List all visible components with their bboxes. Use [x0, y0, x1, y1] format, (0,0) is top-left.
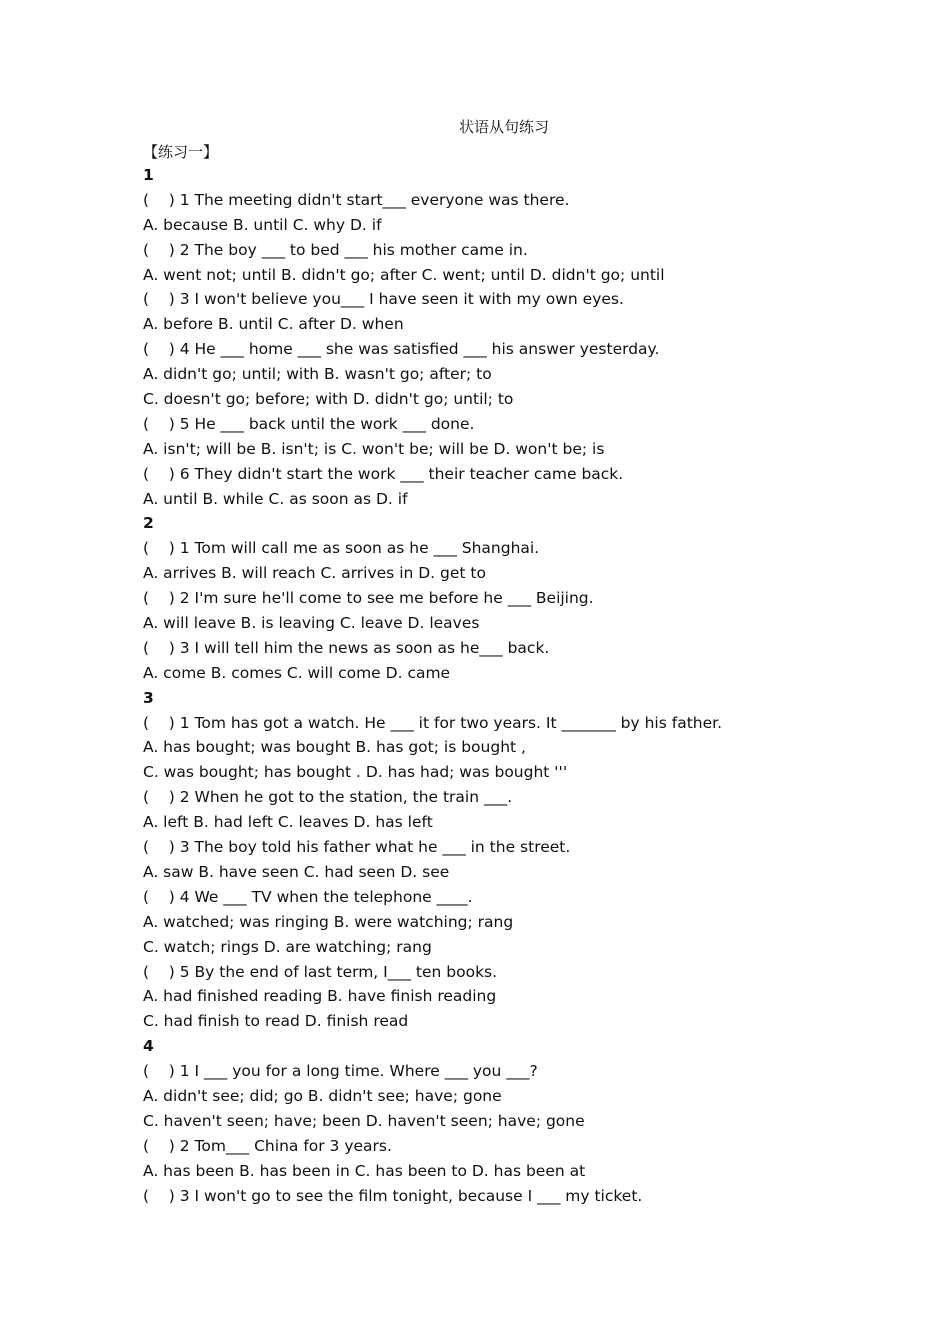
block-number: 1 — [143, 166, 154, 184]
answer-options: C. had finish to read D. finish read — [143, 1012, 409, 1031]
answer-options: A. has bought; was bought B. has got; is bought , — [143, 738, 526, 757]
exercise-list — [143, 163, 722, 1208]
answer-options: A. left B. had left C. leaves D. has left — [143, 813, 433, 832]
question-stem: ( ) 4 He ___ home ___ she was satisfied ___ his answer yesterday. — [143, 340, 660, 359]
question-stem: ( ) 6 They didn't start the work ___ their teacher came back. — [143, 464, 624, 483]
question-stem: ( ) 1 The meeting didn't start___ everyone was there. — [143, 190, 570, 209]
question-stem: ( ) 5 By the end of last term, I___ ten books. — [143, 962, 498, 981]
question-stem: ( ) 5 He ___ back until the work ___ done. — [143, 414, 475, 433]
page-title: 状语从句练习 — [458, 118, 549, 136]
question-stem: ( ) 2 When he got to the station, the train ___. — [143, 788, 513, 807]
block-number: 4 — [143, 1037, 154, 1056]
question-stem: ( ) 1 I ___ you for a long time. Where ___ you ___? — [143, 1062, 538, 1081]
question-stem: ( ) 3 I will tell him the news as soon as he___ back. — [143, 638, 550, 657]
answer-options: A. will leave B. is leaving C. leave D. leaves — [143, 614, 480, 633]
section-label: 【练习一】 — [143, 143, 219, 161]
question-stem: ( ) 1 Tom will call me as soon as he ___ Shanghai. — [143, 539, 540, 558]
answer-options: A. before B. until C. after D. when — [143, 315, 404, 334]
answer-options: A. arrives B. will reach C. arrives in D. get to — [143, 564, 486, 583]
answer-options: A. watched; was ringing B. were watching; rang — [143, 912, 514, 931]
answer-options: C. doesn't go; before; with D. didn't go; until; to — [143, 390, 514, 409]
question-stem: ( ) 2 I'm sure he'll come to see me before he ___ Beijing. — [143, 589, 594, 608]
question-stem: ( ) 3 I won't believe you___ I have seen it with my own eyes. — [143, 290, 624, 309]
answer-options: C. watch; rings D. are watching; rang — [143, 937, 432, 956]
question-stem: ( ) 1 Tom has got a watch. He ___ it for two years. It _______ by his father. — [143, 713, 723, 732]
answer-options: A. has been B. has been in C. has been to D. has been at — [143, 1161, 586, 1180]
question-stem: ( ) 3 The boy told his father what he ___ in the street. — [143, 838, 571, 857]
answer-options: A. come B. comes C. will come D. came — [143, 663, 451, 682]
answer-options: A. isn't; will be B. isn't; is C. won't be; will be D. won't be; is — [143, 439, 605, 458]
answer-options: A. didn't see; did; go B. didn't see; have; gone — [143, 1086, 502, 1105]
answer-options: A. because B. until C. why D. if — [143, 215, 382, 234]
question-stem: ( ) 2 The boy ___ to bed ___ his mother came in. — [143, 240, 528, 259]
answer-options: A. saw B. have seen C. had seen D. see — [143, 862, 450, 881]
answer-options: A. went not; until B. didn't go; after C. went; until D. didn't go; until — [143, 265, 665, 284]
question-stem: ( ) 4 We ___ TV when the telephone ____. — [143, 887, 473, 906]
answer-options: A. had finished reading B. have finish reading — [143, 987, 497, 1006]
block-number: 2 — [143, 514, 154, 533]
question-stem: ( ) 2 Tom___ China for 3 years. — [143, 1136, 392, 1155]
question-stem: ( ) 3 I won't go to see the film tonight, because I ___ my ticket. — [143, 1186, 643, 1205]
answer-options: C. haven't seen; have; been D. haven't seen; have; gone — [143, 1111, 585, 1130]
answer-options: C. was bought; has bought . D. has had; was bought ''' — [143, 763, 568, 782]
answer-options: A. didn't go; until; with B. wasn't go; after; to — [143, 365, 492, 384]
answer-options: A. until B. while C. as soon as D. if — [143, 489, 408, 508]
block-number: 3 — [143, 688, 154, 707]
